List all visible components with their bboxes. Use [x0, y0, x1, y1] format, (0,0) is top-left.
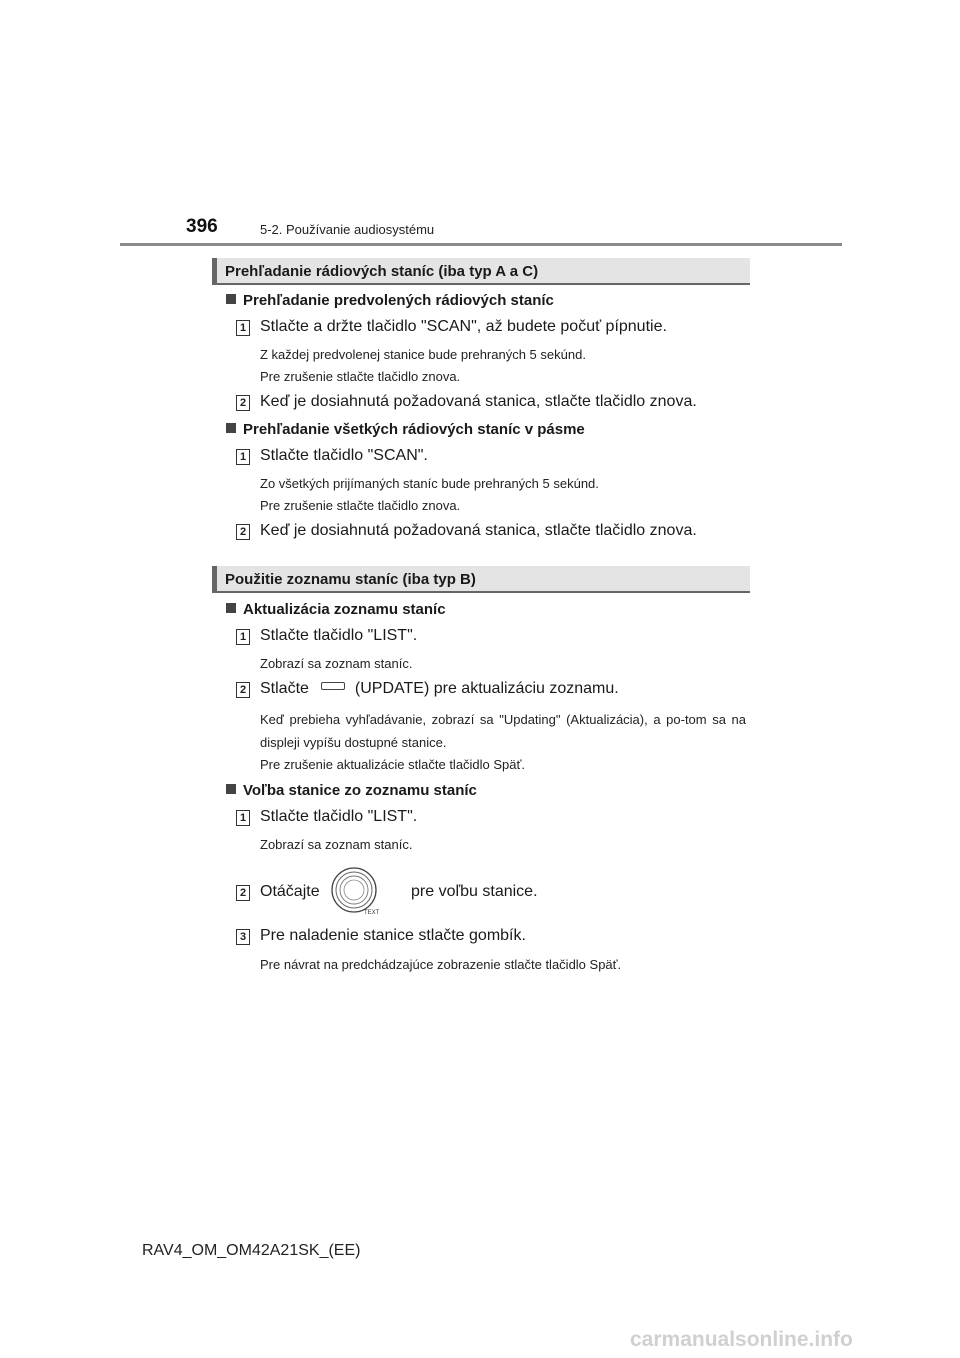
section-title: Prehľadanie rádiových staníc (iba typ A a C): [225, 263, 539, 280]
step-note: Pre zrušenie aktualizácie stlačte tlačidlo Späť.: [260, 757, 526, 772]
step-number: 2: [236, 885, 250, 901]
knob-label: TEXT: [364, 910, 380, 916]
subheading: Prehľadanie všetkých rádiových staníc v pásme: [226, 421, 585, 438]
step-number: 1: [236, 629, 250, 645]
step-text: Stlačte tlačidlo "LIST".: [260, 627, 418, 644]
step-text: Otáčajte: [260, 883, 320, 900]
step-text: Stlačte a držte tlačidlo "SCAN", až budete počuť pípnutie.: [260, 318, 667, 335]
step-number: 1: [236, 320, 250, 336]
step-number: 2: [236, 682, 250, 698]
square-bullet-icon: [226, 423, 236, 433]
page-number: 396: [186, 216, 218, 237]
section-header: [212, 258, 750, 285]
square-bullet-icon: [226, 603, 236, 613]
step-text: Pre naladenie stanice stlačte gombík.: [260, 927, 526, 944]
subheading: Aktualizácia zoznamu staníc: [226, 601, 446, 618]
step-text: Keď je dosiahnutá požadovaná stanica, stlačte tlačidlo znova.: [260, 522, 697, 539]
step-number: 3: [236, 929, 250, 945]
step-number: 1: [236, 810, 250, 826]
step-note: Zo všetkých prijímaných staníc bude prehraných 5 sekúnd.: [260, 476, 599, 491]
step-number: 1: [236, 449, 250, 465]
chapter-title: 5-2. Používanie audiosystému: [260, 222, 435, 237]
subheading: Prehľadanie predvolených rádiových staníc: [226, 292, 554, 309]
step-note: Zobrazí sa zoznam staníc.: [260, 837, 413, 852]
button-icon: [321, 682, 345, 690]
square-bullet-icon: [226, 784, 236, 794]
section-title: Použitie zoznamu staníc (iba typ B): [225, 571, 476, 588]
step-number: 2: [236, 524, 250, 540]
step-note: Pre zrušenie stlačte tlačidlo znova.: [260, 369, 461, 384]
document-code: RAV4_OM_OM42A21SK_(EE): [142, 1242, 361, 1259]
header-divider: [120, 243, 842, 246]
section-header: [212, 566, 750, 593]
step-text: Keď je dosiahnutá požadovaná stanica, stlačte tlačidlo znova.: [260, 393, 697, 410]
step-note: Z každej predvolenej stanice bude prehraných 5 sekúnd.: [260, 347, 586, 362]
step-number: 2: [236, 395, 250, 411]
step-note: Pre návrat na predchádzajúce zobrazenie stlačte tlačidlo Späť.: [260, 957, 622, 972]
watermark: carmanualsonline.info: [630, 1328, 853, 1351]
step-text: pre voľbu stanice.: [411, 883, 538, 900]
step-text: Stlačte (UPDATE) pre aktualizáciu zoznamu.: [260, 680, 619, 697]
subheading: Voľba stanice zo zoznamu staníc: [226, 782, 477, 799]
step-note: Keď prebieha vyhľadávanie, zobrazí sa "Updating" (Aktualizácia), a po-tom sa na displeji vypíšu dostupné stanice.: [260, 712, 746, 750]
step-text: Stlačte tlačidlo "SCAN".: [260, 447, 428, 464]
square-bullet-icon: [226, 294, 236, 304]
tune-knob-icon: [326, 866, 382, 916]
step-note: Zobrazí sa zoznam staníc.: [260, 656, 413, 671]
step-note: Pre zrušenie stlačte tlačidlo znova.: [260, 498, 461, 513]
step-text: Stlačte tlačidlo "LIST".: [260, 808, 418, 825]
